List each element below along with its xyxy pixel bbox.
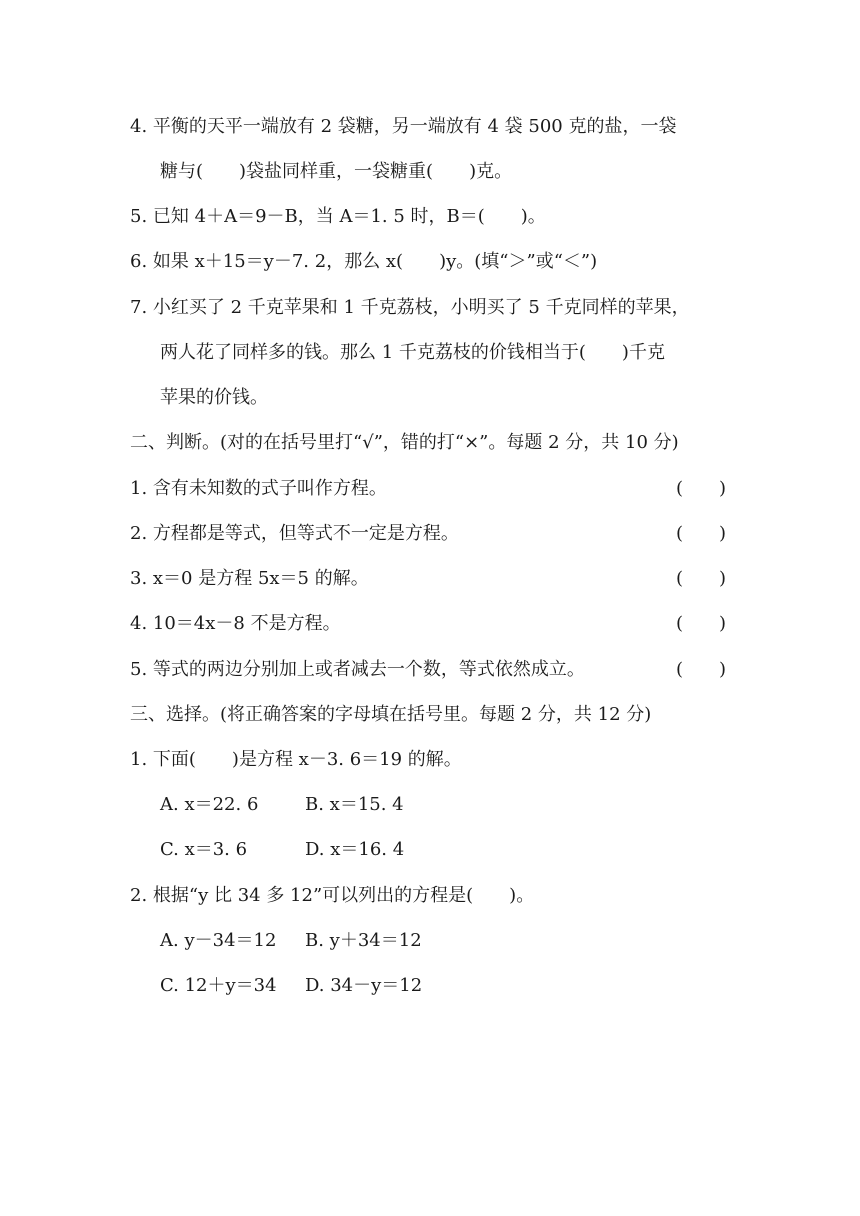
judgment-item-2: 2. 方程都是等式，但等式不一定是方程。 (130, 523, 459, 544)
choice-question-1: 1. 下面( )是方程 x－3. 6＝19 的解。 (130, 749, 462, 770)
choice-2-option-a: A. y－34＝12 (160, 930, 277, 951)
judgment-item-1: 1. 含有未知数的式子叫作方程。 (130, 478, 387, 499)
section-choice-heading: 三、选择。(将正确答案的字母填在括号里。每题 2 分，共 12 分) (130, 704, 652, 725)
choice-1-option-d: D. x＝16. 4 (305, 839, 405, 860)
judgment-answer-5[interactable]: ( ) (676, 659, 727, 680)
choice-1-option-b: B. x＝15. 4 (305, 794, 404, 815)
choice-2-option-d: D. 34－y＝12 (305, 975, 423, 996)
question-5: 5. 已知 4＋A＝9－B，当 A＝1. 5 时，B＝( )。 (130, 206, 546, 227)
choice-1-option-a: A. x＝22. 6 (160, 794, 259, 815)
judgment-item-4: 4. 10＝4x－8 不是方程。 (130, 613, 341, 634)
judgment-answer-2[interactable]: ( ) (676, 523, 727, 544)
choice-1-option-c: C. x＝3. 6 (160, 839, 248, 860)
judgment-answer-1[interactable]: ( ) (676, 478, 727, 499)
question-6: 6. 如果 x＋15＝y－7. 2，那么 x( )y。(填“＞”或“＜”) (130, 251, 598, 272)
section-judgment-heading: 二、判断。(对的在括号里打“√”，错的打“×”。每题 2 分，共 10 分) (130, 432, 679, 453)
judgment-item-5: 5. 等式的两边分别加上或者减去一个数，等式依然成立。 (130, 659, 585, 680)
question-4-line-1: 4. 平衡的天平一端放有 2 袋糖，另一端放有 4 袋 500 克的盐，一袋 (130, 116, 677, 137)
choice-2-option-b: B. y＋34＝12 (305, 930, 422, 951)
question-7-line-3: 苹果的价钱。 (160, 387, 268, 408)
question-4-line-2: 糖与( )袋盐同样重，一袋糖重( )克。 (160, 161, 513, 182)
judgment-answer-4[interactable]: ( ) (676, 613, 727, 634)
question-7-line-2: 两人花了同样多的钱。那么 1 千克荔枝的价钱相当于( )千克 (160, 342, 665, 363)
judgment-item-3: 3. x＝0 是方程 5x＝5 的解。 (130, 568, 369, 589)
judgment-answer-3[interactable]: ( ) (676, 568, 727, 589)
question-7-line-1: 7. 小红买了 2 千克苹果和 1 千克荔枝，小明买了 5 千克同样的苹果， (130, 297, 690, 318)
choice-2-option-c: C. 12＋y＝34 (160, 975, 277, 996)
choice-question-2: 2. 根据“y 比 34 多 12”可以列出的方程是( )。 (130, 885, 535, 906)
